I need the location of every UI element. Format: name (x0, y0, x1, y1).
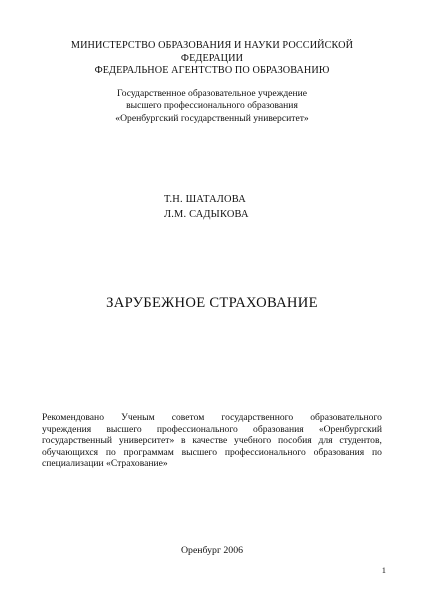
ministry-header (60, 40, 364, 78)
word: государственный (42, 435, 113, 447)
word: по (105, 446, 116, 458)
ministry-line: МИНИСТЕРСТВО ОБРАЗОВАНИЯ И НАУКИ РОССИЙСКОЙ (70, 40, 354, 51)
recommendation-line (42, 424, 382, 436)
ministry-line: ФЕДЕРАЛЬНОЕ АГЕНТСТВО ПО ОБРАЗОВАНИЮ (94, 65, 330, 76)
page-number: 1 (381, 565, 386, 575)
word: студентов, (339, 435, 382, 447)
word: учреждения (42, 423, 92, 435)
word: в (181, 435, 186, 447)
word: для (318, 435, 333, 447)
word: образовательного (310, 412, 382, 423)
word: университет» (118, 435, 175, 447)
author-name: Т.Н. ШАТАЛОВА (164, 194, 246, 205)
recommendation-line: специализации «Страхование» (42, 458, 168, 470)
ministry-line: ФЕДЕРАЦИИ (180, 52, 244, 64)
authors-block (164, 193, 284, 222)
word: учебного (234, 435, 272, 447)
institution-line: Государственное образовательное учреждение (117, 88, 307, 99)
word: Ученым (121, 412, 155, 423)
word: образования (253, 423, 304, 435)
recommendation-line (42, 412, 382, 424)
word: Рекомендовано (42, 412, 104, 423)
institution-line: «Оренбургский государственный университет» (115, 112, 309, 124)
word: качестве (192, 435, 228, 447)
recommendation-line (42, 435, 382, 447)
recommendation-line (42, 447, 382, 459)
book-title: ЗАРУБЕЖНОЕ СТРАХОВАНИЕ (106, 295, 318, 311)
recommendation-paragraph (42, 412, 382, 470)
word: высшего (106, 423, 142, 435)
word: программам (123, 446, 174, 458)
word: обучающихся (42, 446, 99, 458)
word: советом (171, 412, 205, 423)
author-name: Л.М. САДЫКОВА (164, 208, 249, 220)
word: государственного (221, 412, 294, 423)
word: пособия (278, 435, 312, 447)
word: высшего (181, 446, 217, 458)
word: образования (313, 446, 365, 458)
word: профессионального (156, 423, 238, 435)
word: по (372, 446, 382, 458)
institution-header (92, 88, 332, 125)
institution-line: высшего профессионального образования (126, 100, 298, 112)
city-year: Оренбург 2006 (180, 545, 244, 556)
word: профессионального (224, 446, 306, 458)
word: «Оренбургский (318, 423, 382, 435)
